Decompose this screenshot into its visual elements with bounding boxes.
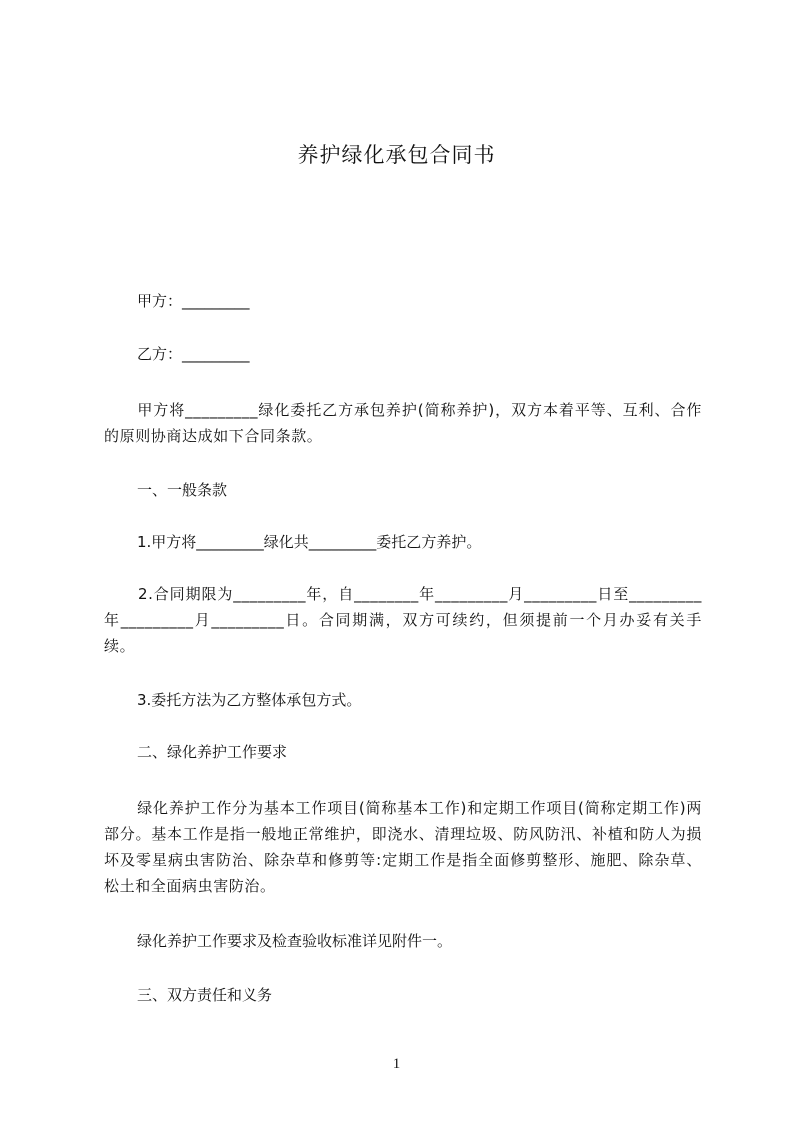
party-a-line: 甲方：_________	[137, 292, 250, 310]
section-heading-requirements: 二、绿化养护工作要求	[137, 743, 288, 761]
clause-1-3: 3.委托方法为乙方整体承包方式。	[137, 691, 362, 709]
requirements-appendix-note: 绿化养护工作要求及检查验收标准详见附件一。	[137, 932, 453, 950]
section-heading-responsibilities: 三、双方责任和义务	[137, 986, 273, 1004]
party-b-line: 乙方：_________	[137, 345, 250, 363]
clause-1-1: 1.甲方将_________绿化共_________委托乙方养护。	[137, 533, 482, 551]
requirements-text: 绿化养护工作分为基本工作项目(简称基本工作)和定期工作项目(简称定期工作)两部分。基本工作是指一般地正常维护，即浇水、清理垃圾、防风防汛、补植和防人为损坏及零星病虫害防治、除杂草和修剪等:定期工作是指全面修剪整形、施肥、除杂草、松土和全面病虫害防治。	[104, 799, 702, 895]
clause-1-2-paragraph	[104, 581, 702, 659]
page-number: 1	[392, 1056, 401, 1072]
intro-paragraph	[104, 397, 702, 449]
section-heading-general: 一、一般条款	[137, 481, 228, 499]
document-title: 养护绿化承包合同书	[297, 143, 496, 167]
requirements-paragraph	[104, 795, 702, 899]
intro-text: 甲方将_________绿化委托乙方承包养护(简称养护)，双方本着平等、互利、合作的原则协商达成如下合同条款。	[104, 401, 702, 445]
clause-1-2-text: 2.合同期限为_________年，自________年_________月_________日至_________年_________月_________日。合同期满，双方可续约，但须提前一个月办妥有关手续。	[104, 585, 702, 655]
